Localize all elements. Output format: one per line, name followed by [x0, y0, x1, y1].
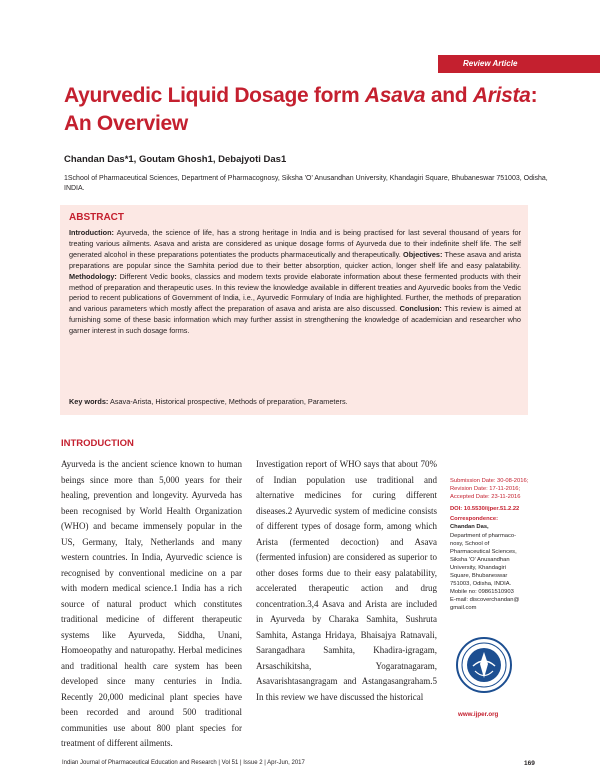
title-part: :: [530, 84, 538, 107]
title-asava: Asava: [364, 84, 426, 107]
correspondence-line: Pharmaceutical Sciences,: [450, 548, 517, 555]
title-arista: Arista: [472, 84, 531, 107]
correspondence-line: Mobile no: 09861510903: [450, 589, 514, 596]
submission-date: Submission Date: 30-08-2016;: [450, 478, 529, 484]
correspondence-name: Chandan Das,: [450, 524, 489, 531]
keywords-label: Key words:: [69, 397, 109, 406]
keywords: [69, 397, 521, 406]
introduction-heading: INTRODUCTION: [61, 438, 134, 449]
correspondence-line: gmail.com: [450, 605, 477, 612]
abstract-label: Introduction:: [69, 228, 114, 237]
correspondence-line: E-mail: discoverchandan@: [450, 597, 520, 604]
correspondence-line: Square, Bhubaneswar: [450, 573, 508, 580]
review-article-badge: Review Article: [438, 55, 600, 73]
title-part: and: [425, 84, 473, 107]
abstract-label: Conclusion:: [399, 304, 442, 314]
correspondence-label: Correspondence:: [450, 516, 498, 523]
journal-logo-icon: [455, 636, 513, 694]
article-title: [64, 82, 544, 138]
abstract-sentence: Ayurveda, the science of life, has a strong heritage in India and is being practised for last several thousand of years for treating various ailments. Asava and arista are considered as unique dosage forms of Ayurveda due to their indefinite shelf life. The self generated alcohol in these preparations potentiates the products pharmaceutically and therapeutically.: [69, 228, 521, 259]
affiliation: 1School of Pharmaceutical Sciences, Department of Pharmacognosy, Siksha 'O' Anusandhan University, Khandagiri Square, Bhubaneswar 751003, Odisha, INDIA.: [64, 175, 548, 192]
abstract-sentence: These asava and arista preparations are popular since the Samhita period due to their better absorption, quicker action, longer shelf life and easy palatability.: [69, 249, 521, 270]
abstract-sentence: This review is aimed at furnishing some of these basic information which may further assist in strengthening the knowledge of academician and researcher who garner interest in such dosage forms.: [69, 304, 521, 336]
author-list: Chandan Das*1, Goutam Ghosh1, Debajyoti Das1: [64, 154, 287, 165]
doi: DOI: 10.5530/ijper.51.2.22: [450, 506, 520, 513]
abstract-label: Methodology:: [69, 271, 117, 281]
correspondence-line: 751003, Odisha, INDIA.: [450, 581, 512, 588]
abstract-text: [69, 228, 521, 337]
body-column-left: Ayurveda is the ancient science known to human beings since more than 5,000 years for their healing, prevention and longevity. Ayurveda has been recognised by World Health Organization (WHO) and became immensely popular in the US, Germany, Italy, Netherlands and many western countries. In India, Ayurvedic science is recognised by conventional medicine on a par with modern medical science.1 India has a rich source of natural product which constitutes traditional medicine of different therapeutic systems like Ayurveda, Siddha, Unani, Homoeopathy and naturopathy. Herbal medicines and traditional health care system has been developed since many centuries in India. Recently 20,000 medicinal plant species have been recorded and around 500 traditional communities use about 800 plant species for treatment of different ailments.: [61, 459, 242, 748]
article-info-sidebar: [450, 477, 550, 613]
abstract-sentence: Different Vedic books, classics and modern texts provide elaborate information about these fermented products with their method of preparation and therapeutic uses. In this review the knowledge available in different treaties and Ayurvedic books from the Vedic period to recent publications of Government of India, i.e., Ayurvedic Formulary of India are highlighted. Further, the methods of preparation and various parameters which mostly affect the preparation of asava and arista are also discussed.: [69, 271, 521, 314]
correspondence-line: Department of pharmaco-: [450, 532, 517, 539]
journal-footer: Indian Journal of Pharmaceutical Education and Research | Vol 51 | Issue 2 | Apr-Jun, 2017: [62, 760, 305, 766]
title-part: Ayurvedic Liquid Dosage form: [64, 84, 365, 107]
body-column-right: Investigation report of WHO says that about 70% of Indian population use traditional and alternative medicines for curing different diseases.2 Ayurvedic system of medicine consists of different types of dosage form, among which Arista (fermented decoction) and Asava (fermented infusion) are considered as superior to other doses forms due to their easy palatability, accelerated therapeutic action and drug concentration.3,4 Asava and Arista are included in Ayurveda by Charaka Samhita, Sushruta Samhita, Astanga Hridaya, Bhaisajya Ratnavali, Sarangadhara Samhita, Khadira-igragam, Arsaschikitsha, Yogaratnagaram, Asavarishtasangragam and Astangasangraham.5 In this review we have discussed the historical: [256, 459, 437, 702]
correspondence-line: University, Khandagiri: [450, 564, 506, 571]
abstract-label: Objectives:: [403, 249, 443, 259]
page-number: 169: [524, 760, 535, 767]
accepted-date: Accepted Date: 23-11-2016: [450, 494, 521, 501]
keywords-text: Asava-Arista, Historical prospective, Methods of preparation, Parameters.: [108, 397, 348, 406]
journal-website-link[interactable]: www.ijper.org: [458, 711, 499, 718]
correspondence-line: nosy, School of: [450, 540, 490, 547]
abstract-heading: ABSTRACT: [69, 212, 124, 223]
correspondence-line: Siksha 'O' Anusandhan: [450, 556, 510, 563]
revision-date: Revision Date: 17-11-2016;: [450, 486, 521, 493]
title-part: An Overview: [64, 112, 188, 135]
